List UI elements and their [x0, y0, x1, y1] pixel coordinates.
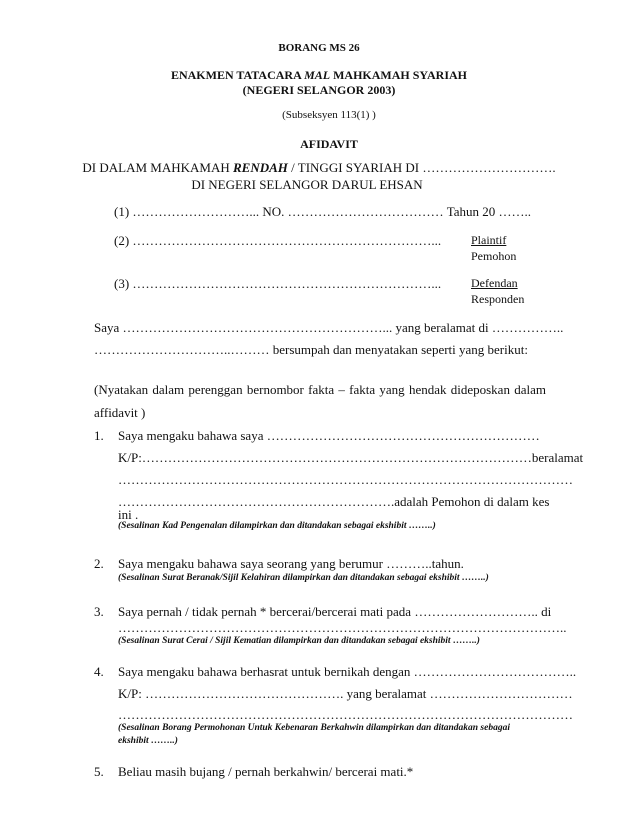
deponent-name-line[interactable]: Saya ……………………………………………………... yang beralamat di ……………..: [94, 320, 564, 335]
enactment-title-part-b: MAL: [304, 68, 331, 82]
party-3-field[interactable]: (3) ……………………………………………………………...: [114, 276, 442, 291]
item-4-exhibit-note-2: ekshibit ……..): [118, 736, 178, 746]
enactment-title: [0, 68, 638, 83]
party-2-role-plaintif: Plaintif: [471, 233, 507, 247]
enactment-title-part-c: MAHKAMAH SYARIAH: [330, 68, 468, 82]
item-1-line-4[interactable]: ……………………………………………………….adalah Pemohon di dalam kes: [118, 494, 550, 509]
item-3-number: 3.: [94, 604, 104, 619]
case-number-field[interactable]: (1) ………………………... NO. ……………………………… Tahun 20 ……..: [114, 204, 532, 219]
item-1-line-5: ini .: [118, 507, 139, 522]
party-3-role-defendan: Defendan: [471, 276, 518, 290]
party-2-field[interactable]: (2) ……………………………………………………………...: [114, 233, 442, 248]
item-2-line-1[interactable]: Saya mengaku bahawa saya seorang yang berumur ………..tahun.: [118, 556, 464, 571]
item-1-number: 1.: [94, 428, 104, 443]
party-2-role-pemohon: Pemohon: [471, 249, 517, 263]
item-2-exhibit-note: (Sesalinan Surat Beranak/Sijil Kelahiran dilampirkan dan ditandakan sebagai ekshibit ……..): [118, 573, 489, 583]
item-2-number: 2.: [94, 556, 104, 571]
court-part-b: RENDAH: [232, 160, 288, 175]
item-1-line-3[interactable]: ……………………………………………………………………………………………: [118, 472, 573, 487]
item-1-exhibit-note: (Sesalinan Kad Pengenalan dilampirkan dan ditandakan sebagai ekshibit ……..): [118, 521, 436, 531]
item-4-exhibit-note-1: (Sesalinan Borang Permohonan Untuk Kebenaran Berkahwin dilampirkan dan ditandakan sebagai: [118, 723, 510, 733]
court-state-line: DI NEGERI SELANGOR DARUL EHSAN: [191, 177, 423, 192]
document-title: AFIDAVIT: [300, 137, 358, 151]
court-line: [0, 160, 638, 176]
oath-line[interactable]: …………………………..……… bersumpah dan menyatakan seperti yang berikut:: [94, 342, 528, 357]
item-1-line-1[interactable]: Saya mengaku bahawa saya ………………………………………………………: [118, 428, 540, 443]
court-part-a: DI DALAM MAHKAMAH: [82, 160, 233, 175]
item-5-number: 5.: [94, 764, 104, 779]
item-5-line-1[interactable]: Beliau masih bujang / pernah berkahwin/ bercerai mati.*: [118, 764, 414, 779]
enactment-title-part-a: ENAKMEN TATACARA: [170, 68, 305, 82]
enactment-state: (NEGERI SELANGOR 2003): [242, 83, 396, 97]
item-4-line-2[interactable]: K/P: ………………………………………. yang beralamat ……………………………: [118, 686, 573, 701]
form-code: BORANG MS 26: [278, 42, 360, 54]
item-4-number: 4.: [94, 664, 104, 679]
subsection-reference: (Subseksyen 113(1) ): [282, 109, 376, 121]
instruction-line-2: affidavit ): [94, 405, 146, 420]
item-4-line-3[interactable]: ……………………………………………………………………………………………: [118, 707, 573, 722]
item-3-line-2[interactable]: …………………………………………………………………………………………..: [118, 620, 567, 635]
instruction-line-1: (Nyatakan dalam perenggan bernombor fakta – fakta yang hendak dideposkan dalam: [94, 382, 546, 397]
court-part-c: / TINGGI SYARIAH DI ………………………….: [287, 160, 556, 175]
item-4-line-1[interactable]: Saya mengaku bahawa berhasrat untuk bernikah dengan ………………………………..: [118, 664, 577, 679]
item-3-exhibit-note: (Sesalinan Surat Cerai / Sijil Kematian dilampirkan dan ditandakan sebagai ekshibit ……..): [118, 636, 480, 646]
item-1-line-2[interactable]: K/P:………………………………………………………………………………beralamat: [118, 450, 584, 465]
party-3-role-responden: Responden: [471, 292, 525, 306]
item-3-line-1[interactable]: Saya pernah / tidak pernah * bercerai/bercerai mati pada ……………………….. di: [118, 604, 552, 619]
